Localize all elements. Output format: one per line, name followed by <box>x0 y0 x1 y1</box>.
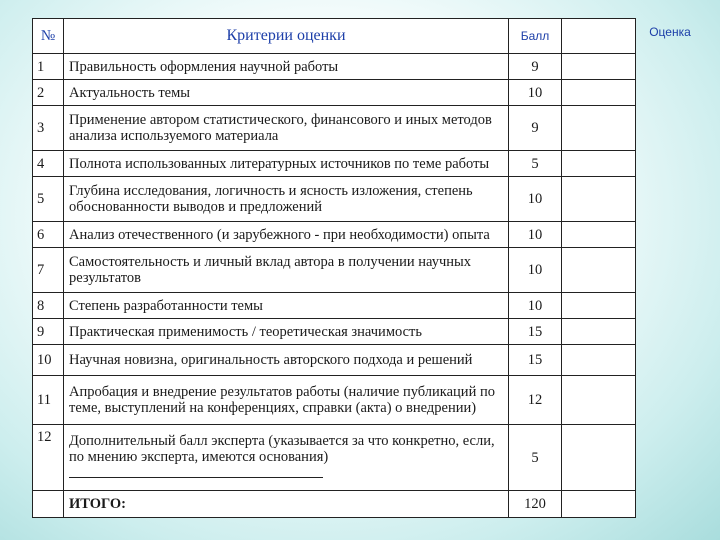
row-score: 10 <box>509 177 562 222</box>
header-grade-cell <box>562 19 636 54</box>
row-score: 15 <box>509 319 562 345</box>
row-score: 10 <box>509 80 562 106</box>
criteria-table <box>32 18 636 518</box>
row-criterion: Научная новизна, оригинальность авторского подхода и решений <box>64 345 509 376</box>
row-number: 10 <box>33 345 64 376</box>
row-grade-cell[interactable] <box>562 80 636 106</box>
row-grade-cell[interactable] <box>562 54 636 80</box>
table-row <box>33 248 636 293</box>
row-score: 5 <box>509 151 562 177</box>
row-number: 5 <box>33 177 64 222</box>
row-criterion: Практическая применимость / теоретическая значимость <box>64 319 509 345</box>
row-grade-cell[interactable] <box>562 376 636 425</box>
table-row <box>33 293 636 319</box>
table-row <box>33 222 636 248</box>
table-row <box>33 54 636 80</box>
row-number: 2 <box>33 80 64 106</box>
row-criterion: Актуальность темы <box>64 80 509 106</box>
row-score: 10 <box>509 293 562 319</box>
row-criterion: Степень разработанности темы <box>64 293 509 319</box>
row-number: 3 <box>33 106 64 151</box>
table-header-row <box>33 19 636 54</box>
row-criterion: Применение автором статистического, финансового и иных методов анализа используемого материала <box>64 106 509 151</box>
row-grade-cell[interactable] <box>562 345 636 376</box>
table-row <box>33 177 636 222</box>
row-score: 9 <box>509 106 562 151</box>
total-grade-cell[interactable] <box>562 491 636 518</box>
row-grade-cell[interactable] <box>562 293 636 319</box>
row-criterion: Глубина исследования, логичность и ясность изложения, степень обоснованности выводов и предложений <box>64 177 509 222</box>
table-row <box>33 151 636 177</box>
row-number: 6 <box>33 222 64 248</box>
grade-column-header: Оценка <box>649 25 691 39</box>
row-number: 11 <box>33 376 64 425</box>
table-row <box>33 376 636 425</box>
row-number: 12 <box>33 425 64 491</box>
row-criterion: Анализ отечественного (и зарубежного - при необходимости) опыта <box>64 222 509 248</box>
total-label: ИТОГО: <box>64 491 509 518</box>
table-row <box>33 80 636 106</box>
total-number-cell <box>33 491 64 518</box>
row-criterion-text: Дополнительный балл эксперта (указывается за что конкретно, если, по мнению эксперта, имеются основания) <box>69 433 495 465</box>
row-score: 15 <box>509 345 562 376</box>
row-grade-cell[interactable] <box>562 248 636 293</box>
table-row <box>33 345 636 376</box>
total-score: 120 <box>509 491 562 518</box>
row-grade-cell[interactable] <box>562 222 636 248</box>
row-grade-cell[interactable] <box>562 425 636 491</box>
total-row <box>33 491 636 518</box>
row-score: 12 <box>509 376 562 425</box>
row-criterion: Полнота использованных литературных источников по теме работы <box>64 151 509 177</box>
row-grade-cell[interactable] <box>562 151 636 177</box>
row-criterion: Правильность оформления научной работы <box>64 54 509 80</box>
row-score: 10 <box>509 248 562 293</box>
signature-line <box>69 465 323 478</box>
row-score: 10 <box>509 222 562 248</box>
row-criterion: Апробация и внедрение результатов работы (наличие публикаций по теме, выступлений на конференциях, справки (акта) о внедрении) <box>64 376 509 425</box>
row-criterion <box>64 425 509 491</box>
criteria-table-container <box>32 18 636 518</box>
row-score: 9 <box>509 54 562 80</box>
row-criterion: Самостоятельность и личный вклад автора в получении научных результатов <box>64 248 509 293</box>
row-number: 7 <box>33 248 64 293</box>
row-number: 9 <box>33 319 64 345</box>
row-number: 8 <box>33 293 64 319</box>
header-number: № <box>33 19 64 54</box>
row-grade-cell[interactable] <box>562 319 636 345</box>
row-number: 1 <box>33 54 64 80</box>
row-score: 5 <box>509 425 562 491</box>
header-score: Балл <box>509 19 562 54</box>
row-number: 4 <box>33 151 64 177</box>
row-grade-cell[interactable] <box>562 106 636 151</box>
table-row <box>33 319 636 345</box>
table-row <box>33 106 636 151</box>
row-grade-cell[interactable] <box>562 177 636 222</box>
header-criteria: Критерии оценки <box>64 19 509 54</box>
table-row <box>33 425 636 491</box>
